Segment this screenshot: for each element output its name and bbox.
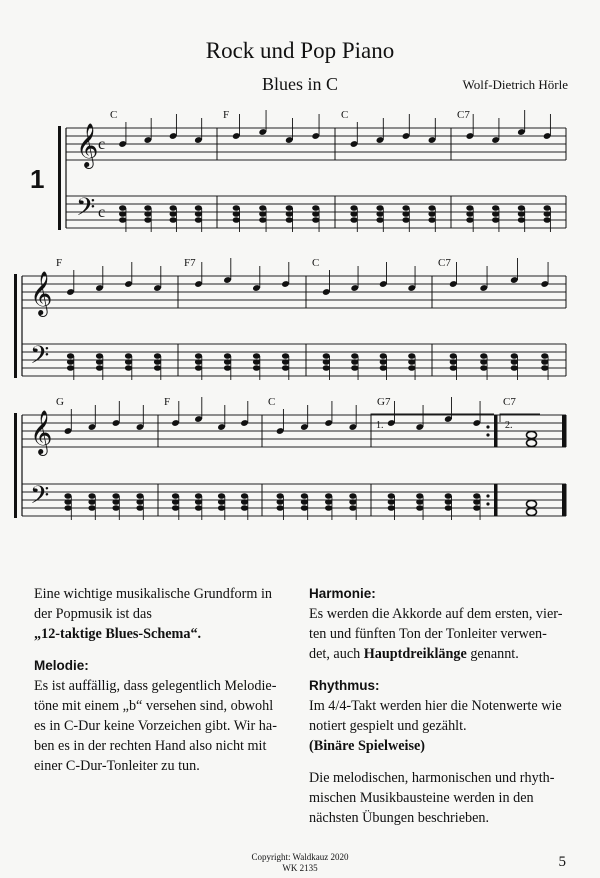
author-name: Wolf-Dietrich Hörle [462,77,568,92]
bass-note [325,505,332,511]
bass-note [349,499,356,505]
bass-note [416,493,423,499]
repeat-dot [486,433,489,436]
bass-note [195,353,202,359]
closing-line: mischen Musikbausteine werden in den [309,790,534,806]
bass-note [473,493,480,499]
bass-note [119,205,126,211]
bass-note [144,217,151,223]
bass-note [450,365,457,371]
page-title: Rock und Pop Piano [205,38,395,63]
harmonie-line: ten und fünften Ton der Tonleiter verwen- [309,626,547,642]
bass-note [241,505,248,511]
repeat-dot [486,425,489,428]
bass-note [64,493,71,499]
bass-note [445,493,452,499]
bass-note [67,353,74,359]
chord-symbol: C [110,109,118,121]
bass-note [466,217,473,223]
bass-note [88,493,95,499]
bass-note [351,359,358,365]
bass-note [301,493,308,499]
bass-note [541,365,548,371]
bass-note [428,205,435,211]
bass-note [428,217,435,223]
chord-symbol: C [341,109,349,121]
chord-symbol: F [56,257,63,269]
bass-note [259,217,266,223]
bass-note [154,359,161,365]
intro-bold: „12-taktige Blues-Schema“. [34,626,202,642]
bass-note [473,505,480,511]
bass-note [224,353,231,359]
melodie-heading: Melodie: [34,658,89,673]
bass-note [350,211,357,217]
bass-note [112,493,119,499]
repeat-dot [486,502,489,505]
bass-note [277,499,284,505]
bass-note [323,359,330,365]
chord-symbol: C7 [438,257,451,269]
bass-note [416,505,423,511]
bass-note [473,499,480,505]
repeat-dot [486,494,489,497]
bass-note [195,217,202,223]
bass-note [241,493,248,499]
bass-note [195,359,202,365]
bass-note [195,205,202,211]
repeat-barline [494,415,497,447]
system-brace [14,413,17,518]
bass-note [388,493,395,499]
rhythmus-line: notiert gespielt und gezählt. [309,718,467,734]
bass-note [195,505,202,511]
bass-note [376,211,383,217]
bass-note [154,353,161,359]
bass-note [312,217,319,223]
bass-note [376,217,383,223]
bass-note [136,505,143,511]
whole-note [527,500,537,507]
final-barline [562,484,566,516]
bass-note [125,353,132,359]
bass-note [541,359,548,365]
bass-note [349,493,356,499]
bass-note [380,359,387,365]
bass-note [492,205,499,211]
bass-note [376,205,383,211]
rhythmus-heading: Rhythmus: [309,678,380,693]
bass-note [286,217,293,223]
bass-note [125,365,132,371]
bass-note [144,205,151,211]
hauptdreiklaenge-term: Hauptdreiklänge [363,646,467,662]
melodie-line: einer C-Dur-Tonleiter zu tun. [34,758,200,774]
melodie-line: ben es in der rechten Hand also nicht mit [34,738,267,754]
bass-note [144,211,151,217]
bass-note [323,353,330,359]
bass-note [408,365,415,371]
bass-note [172,505,179,511]
bass-note [428,211,435,217]
bass-note [511,359,518,365]
bass-note [67,365,74,371]
bass-note [112,499,119,505]
bass-note [408,353,415,359]
rhythmus-bold: (Binäre Spielweise) [309,738,425,754]
intro-line: der Popmusik ist das [34,606,152,622]
treble-clef-icon: 𝄞 [30,412,53,454]
bass-note [388,499,395,505]
bass-note [349,505,356,511]
bass-note [445,505,452,511]
melodie-line: es in C-Dur keine Vorzeichen gibt. Wir ha- [34,718,277,734]
bass-note [195,499,202,505]
bass-clef-icon: 𝄢 [30,482,50,515]
bass-note [241,499,248,505]
ending-label: 2. [505,420,513,431]
bass-note [480,353,487,359]
bass-note [480,359,487,365]
bass-note [170,205,177,211]
bass-note [277,505,284,511]
bass-note [233,211,240,217]
bass-note [350,205,357,211]
bass-note [96,353,103,359]
harmonie-line: det, auch Hauptdreiklänge genannt. [309,646,519,662]
bass-note [518,217,525,223]
bass-note [64,499,71,505]
whole-note [527,431,537,438]
bass-note [195,211,202,217]
bass-note [450,353,457,359]
chord-symbol: F [223,109,230,121]
chord-symbol: F7 [184,257,196,269]
bass-note [518,211,525,217]
bass-note [96,359,103,365]
bass-note [466,205,473,211]
bass-note [388,505,395,511]
bass-note [119,217,126,223]
bass-note [195,493,202,499]
bass-note [408,359,415,365]
closing-line: Die melodischen, harmonischen und rhyth- [309,770,555,786]
bass-note [450,359,457,365]
bass-note [119,211,126,217]
bass-note [511,353,518,359]
bass-note [312,205,319,211]
bass-note [170,217,177,223]
bass-note [416,499,423,505]
treble-clef-icon: 𝄞 [76,125,99,167]
harmonie-heading: Harmonie: [309,586,376,601]
final-barline [562,415,566,447]
chord-symbol: G [56,396,64,408]
bass-note [136,499,143,505]
closing-line: nächsten Übungen beschrieben. [309,810,490,826]
ending-label: 1. [376,420,384,431]
bass-note [323,365,330,371]
chord-symbol: C [312,257,320,269]
bass-note [112,505,119,511]
bass-note [402,205,409,211]
bass-note [218,493,225,499]
bass-note [466,211,473,217]
bass-note [282,365,289,371]
bass-note [88,505,95,511]
bass-note [282,353,289,359]
bass-note [88,499,95,505]
bass-note [218,499,225,505]
bass-note [541,353,548,359]
bass-note [492,217,499,223]
whole-note [527,508,537,515]
bass-note [96,365,103,371]
bass-note [301,505,308,511]
bass-note [286,205,293,211]
melodie-line: Es ist auffällig, dass gelegentlich Melodie- [34,678,277,694]
exercise-number: 1 [30,164,45,194]
bass-note [253,353,260,359]
bass-note [518,205,525,211]
bass-note [154,365,161,371]
bass-note [125,359,132,365]
page-number: 5 [558,854,566,870]
bass-note [301,499,308,505]
bass-note [170,211,177,217]
bass-note [544,211,551,217]
bass-note [325,499,332,505]
page-subtitle: Blues in C [261,74,338,94]
bass-note [380,353,387,359]
catalog-code: WK 2135 [282,863,318,873]
bass-note [172,499,179,505]
bass-note [172,493,179,499]
bass-clef-icon: 𝄢 [30,342,50,375]
bass-note [492,211,499,217]
chord-symbol: G7 [377,396,391,408]
bass-note [282,359,289,365]
bass-note [544,217,551,223]
time-signature: c [98,204,106,221]
bass-note [218,505,225,511]
bass-note [253,365,260,371]
bass-note [259,211,266,217]
bass-note [233,217,240,223]
bass-note [233,205,240,211]
bass-note [480,365,487,371]
system-brace [58,126,61,230]
chord-symbol: F [164,396,171,408]
bass-note [259,205,266,211]
bass-note [445,499,452,505]
bass-note [312,211,319,217]
bass-note [544,205,551,211]
copyright: Copyright: Waldkauz 2020 [251,852,349,862]
bass-note [380,365,387,371]
bass-note [195,365,202,371]
bass-note [286,211,293,217]
footer [0,852,600,874]
bass-note [64,505,71,511]
treble-clef-icon: 𝄞 [30,273,53,315]
bass-note [224,359,231,365]
harmonie-line: Es werden die Akkorde auf dem ersten, vier- [309,606,563,622]
right-text-column [309,584,571,828]
bass-note [511,365,518,371]
bass-note [402,217,409,223]
bass-note [224,365,231,371]
chord-symbol: C7 [503,396,516,408]
chord-symbol: C7 [457,109,470,121]
bass-note [351,365,358,371]
left-text-column [34,584,286,776]
bass-note [136,493,143,499]
rhythmus-line: Im 4/4-Takt werden hier die Notenwerte wie [309,698,562,714]
bass-note [325,493,332,499]
chord-symbol: C [268,396,276,408]
system-brace [14,274,17,378]
bass-note [253,359,260,365]
whole-note [527,439,537,446]
bass-note [402,211,409,217]
repeat-barline [494,484,497,516]
bass-note [351,353,358,359]
bass-note [277,493,284,499]
bass-note [350,217,357,223]
intro-line: Eine wichtige musikalische Grundform in [34,586,272,602]
bass-clef-icon: 𝄢 [76,194,96,227]
bass-note [67,359,74,365]
time-signature: c [98,136,106,153]
melodie-line: töne mit einem „b“ versehen sind, obwohl [34,698,274,714]
